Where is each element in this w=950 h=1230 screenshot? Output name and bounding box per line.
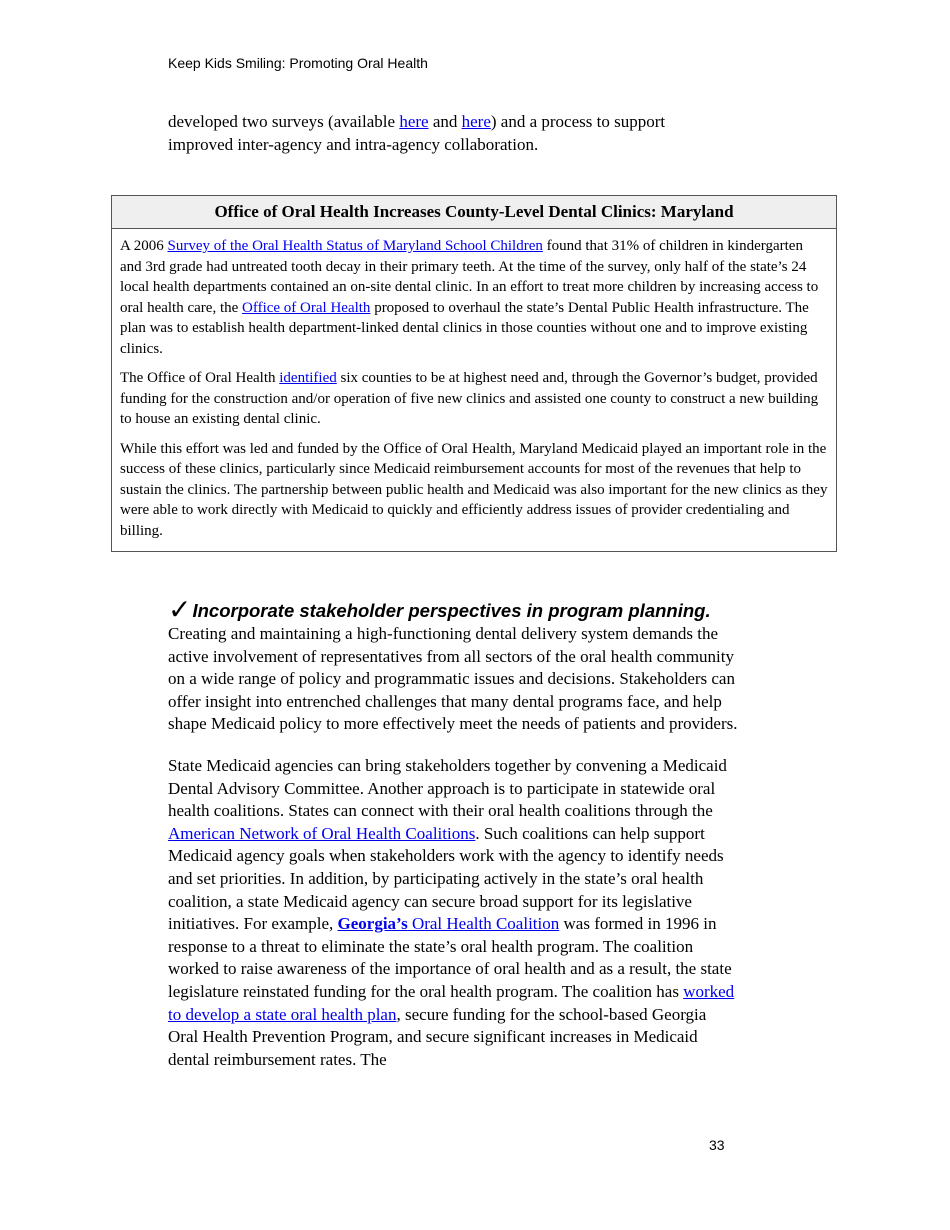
case-study-title: Office of Oral Health Increases County-Level Dental Clinics: Maryland bbox=[112, 196, 836, 229]
georgia-link-rest: Oral Health Coalition bbox=[407, 914, 560, 934]
georgia-link-bold: Georgia’s bbox=[337, 914, 408, 934]
paragraph-text: State Medicaid agencies can bring stakeholders together by convening a Medicaid Dental Advisory Committee. Another approach is to participate in statewide oral health coalitions. States can connect with their oral health coalitions through the bbox=[168, 755, 727, 821]
paragraph-text: was formed in 1996 in response to a threat to eliminate the state’s oral health program. The coalition worked to raise awareness of the importance of oral health and as a result, the state legislature reinstated funding for the oral health program. The coalition has bbox=[168, 914, 732, 1001]
maryland-survey-link[interactable]: Survey of the Oral Health Status of Maryland School Children bbox=[167, 238, 543, 254]
identified-link[interactable]: identified bbox=[279, 370, 337, 386]
paragraph-text: six counties to be at highest need and, through the Governor’s budget, provided funding for the construction and/or operation of five new clinics and assisted one county to construct a new building to house an existing dental clinic. bbox=[120, 370, 819, 427]
survey-link-2[interactable]: here bbox=[461, 112, 491, 131]
section-paragraph-2 bbox=[168, 755, 738, 1071]
intro-text: developed two surveys (available bbox=[168, 112, 400, 131]
office-of-oral-health-link[interactable]: Office of Oral Health bbox=[242, 299, 371, 316]
running-header: Keep Kids Smiling: Promoting Oral Health bbox=[168, 55, 428, 71]
georgia-coalition-link[interactable] bbox=[338, 914, 560, 933]
intro-text: and bbox=[428, 112, 462, 131]
section-heading-text: Incorporate stakeholder perspectives in program planning. bbox=[192, 600, 711, 621]
paragraph-text: A 2006 bbox=[120, 238, 168, 254]
stakeholder-section bbox=[168, 593, 738, 1071]
intro-paragraph bbox=[168, 110, 728, 156]
section-heading bbox=[168, 593, 738, 626]
anohc-link[interactable]: American Network of Oral Health Coalitions bbox=[168, 823, 476, 843]
state-plan-link[interactable]: worked to develop a state oral health plan bbox=[168, 981, 735, 1024]
intro-text: ) and a process to support improved inter-agency and intra-agency collaboration. bbox=[168, 112, 666, 154]
case-study-paragraph-2 bbox=[120, 368, 828, 430]
case-study-paragraph-1 bbox=[120, 236, 828, 359]
survey-link-1[interactable]: here bbox=[399, 112, 429, 131]
case-study-body bbox=[112, 229, 836, 541]
maryland-case-study-box bbox=[111, 195, 837, 552]
paragraph-text: . Such coalitions can help support Medicaid agency goals when stakeholders work with the agency to identify needs and set priorities. In addition, by participating actively in the state’s oral health coalition, a state Medicaid agency can secure broad support for its legislative initiatives. For example, bbox=[168, 823, 724, 934]
page-number: 33 bbox=[709, 1137, 725, 1153]
paragraph-text: The Office of Oral Health bbox=[120, 370, 280, 386]
paragraph-text: , secure funding for the school-based Georgia Oral Health Prevention Program, and secure significant increases in Medicaid dental reimbursement rates. The bbox=[168, 1004, 707, 1069]
paragraph-text: proposed to overhaul the state’s Dental Public Health infrastructure. The plan was to establish health department-linked dental clinics in those counties without one and to improve existing clinics. bbox=[120, 299, 809, 357]
section-paragraph-1: Creating and maintaining a high-functioning dental delivery system demands the active involvement of representatives from all sectors of the oral health community on a wide range of policy and programmatic issues and decisions. Stakeholders can offer insight into entrenched challenges that many dental programs face, and help shape Medicaid policy to more effectively meet the needs of patients and providers. bbox=[168, 624, 738, 734]
case-study-paragraph-3: While this effort was led and funded by the Office of Oral Health, Maryland Medicaid played an important role in the success of these clinics, particularly since Medicaid reimbursement accounts for most of the revenues that help to sustain the clinics. The partnership between public health and Medicaid was also important for the new clinics as they were able to work directly with Medicaid to quickly and efficiently address issues of provider credentialing and billing. bbox=[120, 440, 828, 539]
checkmark-icon: ✓ bbox=[168, 593, 192, 626]
paragraph-text: found that 31% of children in kindergarten and 3rd grade had untreated tooth decay in their primary teeth. At the time of the survey, only half of the state’s 24 local health departments contained an on-site dental clinic. In an effort to treat more children by increasing access to oral health care, the bbox=[120, 238, 819, 316]
